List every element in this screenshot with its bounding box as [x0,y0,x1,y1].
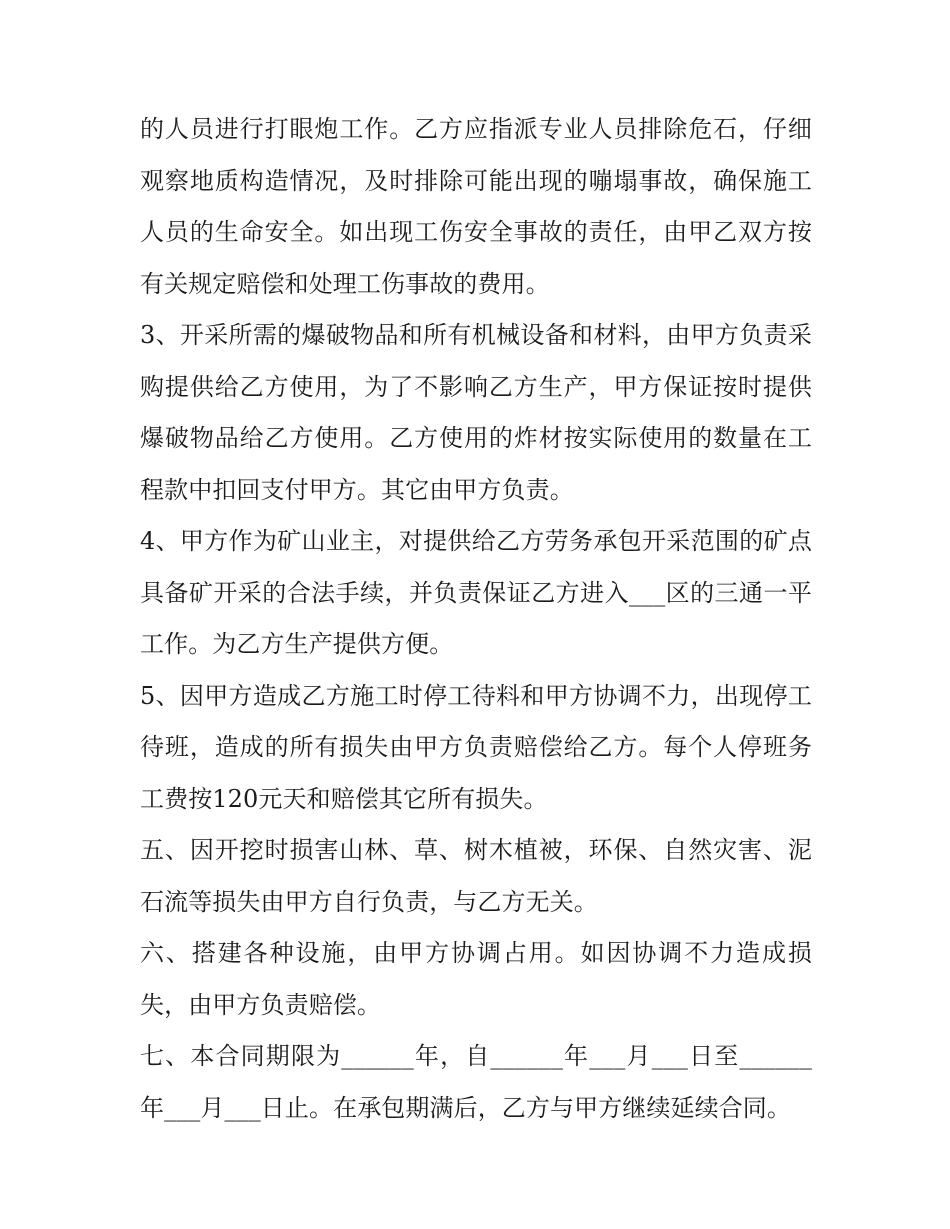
paragraph-clause-5-compensation: 5、因甲方造成乙方施工时停工待料和甲方协调不力，出现停工待班，造成的所有损失由甲方负责赔偿给乙方。每个人停班务工费按120元天和赔偿其它所有损失。 [140,681,812,813]
paragraph-clause-3-materials: 3、开采所需的爆破物品和所有机械设备和材料，由甲方负责采购提供给乙方使用，为了不影响乙方生产，甲方保证按时提供爆破物品给乙方使用。乙方使用的炸材按实际使用的数量在工程款中扣回支付甲方。其它由甲方负责。 [140,321,812,504]
paragraph-section-6-facilities: 六、搭建各种设施，由甲方协调占用。如因协调不力造成损失，由甲方负责赔偿。 [140,939,812,1019]
paragraph-section-7-term: 七、本合同期限为______年，自______年___月___日至______年___月___日止。在承包期满后，乙方与甲方继续延续合同。 [140,1042,812,1122]
paragraph-clause-4-mine-owner: 4、甲方作为矿山业主，对提供给乙方劳务承包开采范围的矿点具备矿开采的合法手续，并负责保证乙方进入___区的三通一平工作。为乙方生产提供方便。 [140,527,812,658]
document-page [140,104,812,1134]
paragraph-safety-responsibility: 的人员进行打眼炮工作。乙方应指派专业人员排除危石，仔细观察地质构造情况，及时排除可能出现的嘣塌事故，确保施工人员的生命安全。如出现工伤安全事故的责任，由甲乙双方按有关规定赔偿和处理工伤事故的费用。 [140,115,812,298]
paragraph-section-5-environment: 五、因开挖时损害山林、草、树木植被，环保、自然灾害、泥石流等损失由甲方自行负责，与乙方无关。 [140,836,812,916]
